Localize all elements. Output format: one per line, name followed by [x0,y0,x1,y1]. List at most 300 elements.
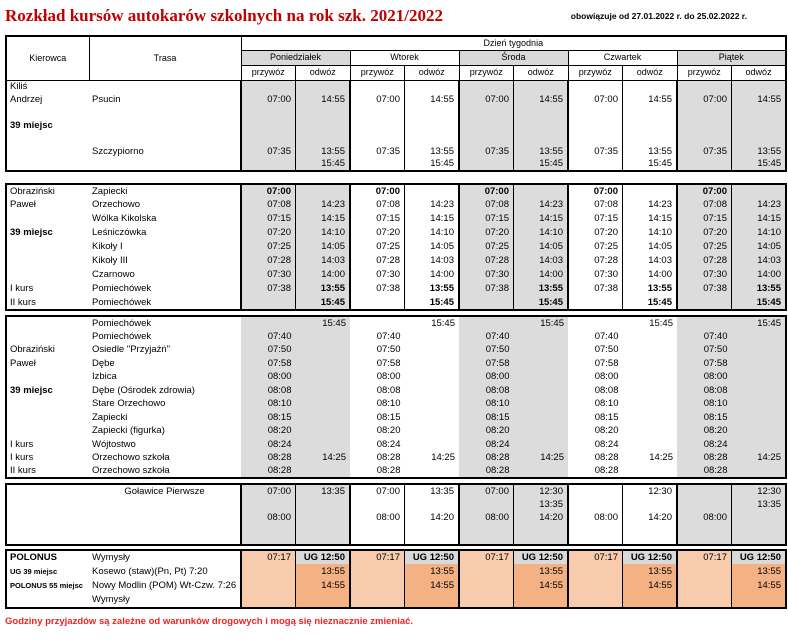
time-cell [514,80,569,93]
time-cell [405,357,460,371]
time-cell: 07:28 [459,254,514,268]
time-cell: 07:08 [241,198,296,212]
time-cell: 07:00 [241,184,296,198]
time-cell: 08:28 [677,465,732,479]
time-cell: 13:55 [732,282,787,296]
driver-cell [6,106,89,119]
time-cell: 14:03 [296,254,351,268]
time-cell: 14:10 [623,226,678,240]
time-cell [459,119,514,132]
route-cell: Kikoły I [92,241,123,253]
table-row [6,106,786,119]
time-cell: 08:28 [594,452,619,463]
time-cell: 07:00 [241,93,296,106]
time-cell: 08:10 [677,397,732,411]
time-cell: 07:00 [350,484,405,498]
time-cell: 07:00 [568,184,623,198]
timetable-main [5,35,787,172]
driver-cell: UG 39 miejsc [10,566,58,576]
time-cell [514,370,569,384]
time-cell: 07:17 [350,550,405,565]
time-cell [568,593,623,608]
table-row [6,498,786,512]
time-cell [296,330,351,344]
time-cell [514,424,569,438]
driver-cell: II kurs [10,296,36,308]
time-cell [405,411,460,425]
time-cell [514,330,569,344]
time-cell: 07:58 [241,357,296,371]
route-cell [89,158,241,171]
time-cell [623,330,678,344]
time-cell: 08:00 [376,371,401,382]
time-cell: 07:17 [568,550,623,565]
time-cell [623,525,678,545]
time-cell [623,343,678,357]
time-cell [514,525,569,545]
time-cell: 08:28 [594,465,619,476]
route-cell: Wólka Kikolska [92,213,157,225]
time-cell: 14:00 [732,268,787,282]
time-cell [405,343,460,357]
time-cell: 14:25 [649,452,673,463]
time-cell [405,119,460,132]
time-cell: 07:35 [568,145,623,158]
time-cell [241,80,296,93]
time-cell: 07:08 [677,198,732,212]
time-cell [405,424,460,438]
time-cell [732,370,787,384]
time-cell: 08:10 [594,398,619,409]
driver-cell [6,484,89,498]
validity-note: obowiązuje od 27.01.2022 r. do 25.02.2022 r. [570,11,747,21]
time-cell: 13:55 [623,145,678,158]
time-cell: 14:20 [623,511,678,525]
route-cell [89,525,241,545]
time-cell: 08:28 [376,465,401,476]
time-cell [296,357,351,371]
route-cell [89,511,241,525]
time-cell [514,106,569,119]
time-cell [568,80,623,93]
time-cell [677,119,732,132]
time-cell: 07:40 [376,330,401,342]
time-cell: 07:00 [459,484,514,498]
driver-cell [6,525,89,545]
time-cell: 08:10 [459,397,514,411]
time-cell [568,498,623,512]
time-cell: 14:15 [732,212,787,226]
time-cell [568,579,623,594]
route-cell: Dębe (Ośrodek zdrowia) [92,384,195,396]
time-cell: 07:08 [568,198,623,212]
time-cell [459,106,514,119]
table-row [6,357,786,371]
time-cell [568,564,623,579]
time-cell [350,80,405,93]
time-cell [568,158,623,171]
time-cell [677,498,732,512]
time-cell [405,525,460,545]
time-cell [296,119,351,132]
time-cell: 14:15 [405,212,460,226]
time-cell [623,370,678,384]
sub-header-odwoz: odwóz [623,65,678,80]
route-cell: Pomiechówek [92,330,152,342]
time-cell [677,564,732,579]
section-body-2 [6,316,786,478]
time-cell: 08:15 [241,411,296,425]
time-cell: 14:55 [514,579,569,594]
time-cell: 15:45 [514,296,569,310]
page-title: Rozkład kursów autokarów szkolnych na rok szk. 2021/2022 [5,6,443,25]
time-cell: 07:20 [241,226,296,240]
time-cell [296,424,351,438]
time-cell [405,106,460,119]
time-cell [405,184,460,198]
route-cell: Pomiechówek [92,296,152,308]
time-cell: 07:28 [241,254,296,268]
driver-cell [6,268,89,282]
driver-cell [6,593,89,608]
time-cell: 14:00 [296,268,351,282]
time-cell [732,119,787,132]
time-cell: 07:08 [459,198,514,212]
table-row [6,158,786,171]
time-cell: 08:28 [677,451,732,465]
time-cell: 08:00 [241,370,296,384]
time-cell: 07:00 [459,184,514,198]
driver-cell [6,158,89,171]
route-cell: Goławice Pierwsze [124,485,205,497]
time-cell [732,465,787,479]
time-cell: 14:15 [296,212,351,226]
time-cell [405,80,460,93]
time-cell: 14:03 [623,254,678,268]
time-cell [296,465,351,479]
route-cell: Izbica [92,371,117,382]
time-cell: 08:20 [677,424,732,438]
time-cell: 07:50 [677,343,732,357]
section-body-0 [6,80,786,171]
time-cell [732,511,787,525]
time-cell: 14:25 [296,451,351,465]
time-cell: 14:03 [405,254,460,268]
time-cell [241,106,296,119]
driver-cell [6,511,89,525]
time-cell [405,370,460,384]
time-cell: 07:15 [241,212,296,226]
time-cell [732,593,787,608]
table-row [6,80,786,93]
time-cell: 07:38 [459,282,514,296]
time-cell: 14:00 [405,268,460,282]
table-row [6,226,786,240]
time-cell: 07:20 [350,226,405,240]
sub-header-przywoz: przywóz [350,65,405,80]
table-row [6,296,786,310]
time-cell [296,370,351,384]
time-cell: 07:40 [459,330,514,344]
time-cell [296,438,351,452]
time-cell: 13:35 [732,498,787,512]
table-row [6,93,786,106]
time-cell [405,465,460,479]
time-cell: 07:25 [459,240,514,254]
table-row [6,550,786,565]
time-cell [296,498,351,512]
time-cell: 14:55 [296,579,351,594]
time-cell [459,593,514,608]
time-cell: 15:45 [732,316,787,330]
time-cell: 07:20 [568,226,623,240]
sub-header-odwoz: odwóz [732,65,787,80]
time-cell [350,316,405,330]
time-cell: 07:25 [677,240,732,254]
driver-cell [6,240,89,254]
time-cell: 14:55 [514,93,569,106]
time-cell [732,424,787,438]
time-cell: 08:24 [241,438,296,452]
time-cell: 07:00 [350,184,405,198]
table-row [6,384,786,398]
day-header-wtorek: Wtorek [350,50,459,65]
time-cell: 14:15 [623,212,678,226]
time-cell [405,438,460,452]
driver-cell: Obraziński [10,344,55,355]
time-cell [514,384,569,398]
driver-cell: 39 miejsc [10,384,53,396]
time-cell: 13:35 [405,484,460,498]
time-cell: 08:08 [594,384,619,396]
sub-header-przywoz: przywóz [459,65,514,80]
driver-cell: 39 miejsc [10,227,53,239]
time-cell [296,525,351,545]
time-cell: 14:10 [732,226,787,240]
time-cell: 07:25 [568,240,623,254]
time-cell [296,384,351,398]
time-cell: 08:00 [594,371,619,382]
time-cell: 14:20 [514,511,569,525]
table-row [6,525,786,545]
time-cell [623,132,678,145]
time-cell: 13:55 [296,564,351,579]
time-cell: 08:10 [241,397,296,411]
table-row [6,451,786,465]
time-cell [623,424,678,438]
time-cell: 07:30 [350,268,405,282]
time-cell: 14:15 [514,212,569,226]
time-cell [623,119,678,132]
table-row [6,593,786,608]
time-cell [241,296,296,310]
time-cell: 07:35 [459,145,514,158]
driver-cell [6,498,89,512]
driver-cell [6,132,89,145]
time-cell: 07:28 [350,254,405,268]
time-cell [296,411,351,425]
time-cell: 14:23 [405,198,460,212]
route-cell: Wymysły [92,551,130,563]
route-cell: Pomiechówek [92,317,152,329]
route-cell [89,119,241,132]
time-cell: 15:45 [732,296,787,310]
time-cell [732,330,787,344]
time-cell: 07:17 [241,550,296,565]
table-row [6,240,786,254]
time-cell: 07:30 [568,268,623,282]
col-header-trasa: Trasa [89,36,241,80]
time-cell [296,593,351,608]
time-cell: 07:28 [568,254,623,268]
driver-cell [6,424,89,438]
time-cell: 07:58 [677,357,732,371]
route-cell: Leśniczówka [92,227,147,239]
day-header-poniedzialek: Poniedziałek [241,50,350,65]
time-cell: 07:38 [568,282,623,296]
time-cell [623,184,678,198]
driver-cell: I kurs [10,438,34,450]
table-row [6,198,786,212]
time-cell: 08:15 [594,411,619,423]
route-cell: Zapiecki (figurka) [92,425,165,436]
time-cell: 14:05 [732,240,787,254]
time-cell: 13:55 [405,564,460,579]
time-cell: 12:30 [623,484,678,498]
time-cell [241,579,296,594]
timetable-section-polonus [5,549,787,609]
table-row [6,370,786,384]
time-cell: 08:20 [376,425,401,436]
time-cell [459,564,514,579]
table-row [6,484,786,498]
table-row [6,316,786,330]
table-row [6,330,786,344]
time-cell [350,106,405,119]
time-cell: 07:20 [459,226,514,240]
time-cell: 07:28 [677,254,732,268]
time-cell: 07:20 [677,226,732,240]
time-cell: 15:45 [514,316,569,330]
sub-header-przywoz: przywóz [568,65,623,80]
driver-cell [6,254,89,268]
time-cell: 13:55 [296,145,351,158]
time-cell [514,343,569,357]
time-cell: 15:45 [405,158,460,171]
time-cell [514,465,569,479]
time-cell: 15:45 [296,296,351,310]
time-cell: 14:03 [732,254,787,268]
time-cell: 07:00 [677,184,732,198]
sub-header-odwoz: odwóz [296,65,351,80]
time-cell: 13:55 [623,564,678,579]
sub-header-przywoz: przywóz [241,65,296,80]
time-cell: 07:38 [677,282,732,296]
time-cell: 14:05 [514,240,569,254]
time-cell [677,484,732,498]
route-cell: Orzechowo szkoła [92,465,170,476]
time-cell: 15:45 [405,296,460,310]
time-cell: 14:55 [405,579,460,594]
time-cell [241,498,296,512]
time-cell [732,132,787,145]
time-cell: 14:00 [623,268,678,282]
timetable-section-obrazinski-2 [5,315,787,479]
time-cell [623,438,678,452]
route-cell [89,498,241,512]
footnote: Godziny przyjazdów są zależne od warunków drogowych i mogą się nieznacznie zmieniać. [5,615,414,627]
time-cell [405,132,460,145]
driver-cell [6,330,89,344]
time-cell: 14:55 [732,579,787,594]
time-cell: 08:24 [677,438,732,452]
time-cell [514,132,569,145]
table-row [6,424,786,438]
route-cell: Pomiechówek [92,283,152,295]
time-cell: 08:28 [241,451,296,465]
time-cell [459,579,514,594]
table-row [6,564,786,579]
time-cell [623,498,678,512]
driver-cell: 39 miejsc [10,119,53,131]
time-cell [514,119,569,132]
time-cell: 08:00 [459,370,514,384]
time-cell [677,593,732,608]
time-cell: 08:08 [677,384,732,398]
time-cell [677,106,732,119]
route-cell: Osiedle "Przyjaźń" [92,344,171,355]
time-cell: 15:45 [431,317,455,329]
time-cell: 07:40 [594,330,619,342]
day-header-piatek: Piątek [677,50,786,65]
table-row [6,119,786,132]
time-cell: 07:00 [241,484,296,498]
time-cell: 15:45 [514,158,569,171]
time-cell: 13:55 [514,282,569,296]
time-cell: 07:00 [459,93,514,106]
time-cell: 14:23 [296,198,351,212]
driver-cell: Paweł [10,357,36,369]
time-cell [732,343,787,357]
table-row [6,268,786,282]
col-header-dzien-tygodnia: Dzień tygodnia [241,36,786,50]
driver-cell [6,370,89,384]
time-cell [623,357,678,371]
time-cell [623,80,678,93]
route-cell [89,132,241,145]
time-cell: UG 12:50 [732,550,787,565]
time-cell [514,184,569,198]
time-cell: 13:55 [732,564,787,579]
time-cell: 07:15 [350,212,405,226]
time-cell: 08:20 [459,424,514,438]
timetable-header [6,36,786,80]
time-cell: 07:35 [350,145,405,158]
time-cell [732,525,787,545]
time-cell: 13:55 [405,282,460,296]
time-cell [514,357,569,371]
route-cell: Szczypiorno [92,145,144,157]
time-cell [732,357,787,371]
time-cell: 07:50 [594,344,619,355]
time-cell [568,119,623,132]
time-cell [459,132,514,145]
route-cell: Kikoły III [92,255,128,267]
timetable-section-obrazinski-1 [5,183,787,311]
time-cell: 08:00 [568,511,623,525]
time-cell: 08:08 [241,384,296,398]
time-cell: 13:55 [514,145,569,158]
